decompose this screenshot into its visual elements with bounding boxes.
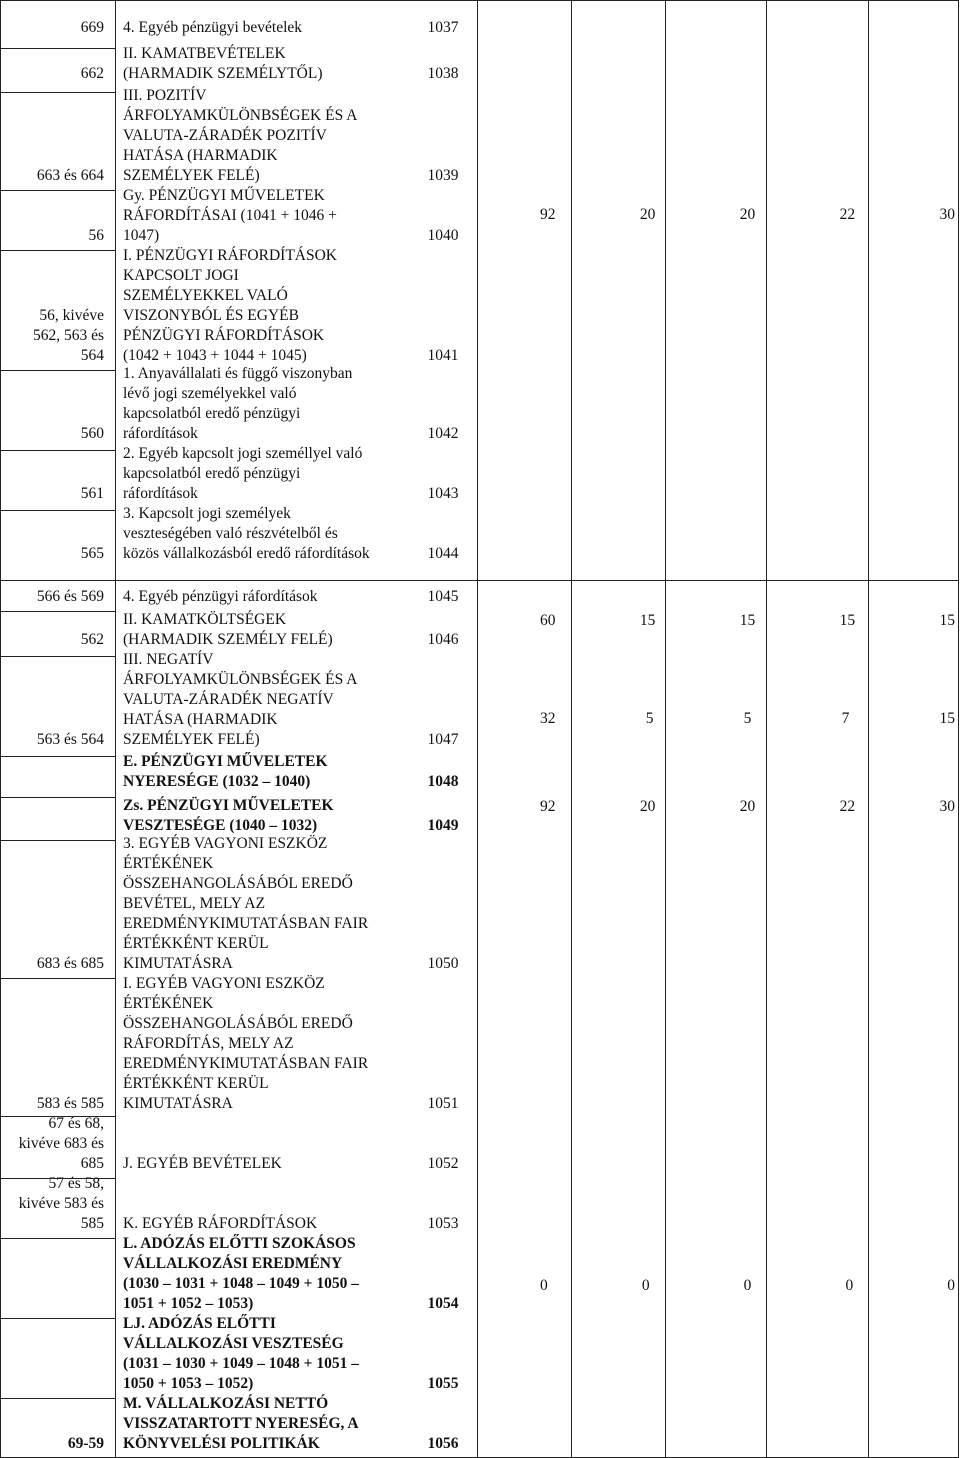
row-number: 1052 xyxy=(427,1155,459,1172)
row-description: II. KAMATKÖLTSÉGEK (HARMADIK SZEMÉLY FELÉ) xyxy=(123,611,333,648)
value-cell: 20 xyxy=(639,798,656,815)
value-row xyxy=(540,709,955,729)
row-separator xyxy=(0,580,958,581)
value-cell: 92 xyxy=(540,798,556,815)
value-cell: 60 xyxy=(540,612,556,629)
value-cell: 0 xyxy=(540,1277,548,1294)
row-separator xyxy=(0,1398,115,1399)
row-number: 1038 xyxy=(427,65,459,82)
row-description: Zs. PÉNZÜGYI MŰVELETEK VESZTESÉGE (1040 – 1032) xyxy=(123,797,334,834)
row-number: 1044 xyxy=(427,545,459,562)
row-code: 57 és 58, kivéve 583 és 585 xyxy=(18,1175,104,1232)
value-cell: 15 xyxy=(939,710,955,727)
row-code: 563 és 564 xyxy=(36,731,104,748)
row-separator xyxy=(0,48,115,49)
row-number: 1053 xyxy=(427,1215,459,1232)
row-number: 1047 xyxy=(427,731,459,748)
row-code: 56, kivéve 562, 563 és 564 xyxy=(32,307,104,364)
row-description: 3. Kapcsolt jogi személyek veszteségében való részvételből és közös vállalkozásból eredő ráfordítások xyxy=(123,505,370,562)
row-number: 1037 xyxy=(427,19,459,36)
value-cell: 0 xyxy=(641,1277,650,1294)
value-cell: 15 xyxy=(939,612,955,629)
row-separator xyxy=(0,1116,115,1117)
column-rule xyxy=(477,0,478,1458)
column-rule xyxy=(115,0,116,1458)
row-description: LJ. ADÓZÁS ELŐTTI VÁLLALKOZÁSI VESZTESÉG (1031 – 1030 + 1049 – 1048 + 1051 – 1050 + 1053 – 1052) xyxy=(123,1315,359,1392)
value-cell: 7 xyxy=(841,710,850,727)
row-number: 1040 xyxy=(427,227,459,244)
row-description: K. EGYÉB RÁFORDÍTÁSOK xyxy=(123,1215,318,1232)
value-cell: 15 xyxy=(739,612,756,629)
row-separator xyxy=(0,1238,115,1239)
row-code: 56 xyxy=(88,227,104,244)
row-number: 1045 xyxy=(427,588,459,605)
value-row xyxy=(540,797,955,817)
row-description: 2. Egyéb kapcsolt jogi személlyel való kapcsolatból eredő pénzügyi ráfordítások xyxy=(123,445,363,502)
row-code: 669 xyxy=(80,19,104,36)
row-separator xyxy=(0,656,115,657)
row-separator xyxy=(0,1178,115,1179)
row-separator xyxy=(0,450,115,451)
row-description: II. KAMATBEVÉTELEK (HARMADIK SZEMÉLYTŐL) xyxy=(123,45,323,82)
row-description: 3. EGYÉB VAGYONI ESZKÖZ ÉRTÉKÉNEK ÖSSZEHANGOLÁSÁBÓL EREDŐ BEVÉTEL, MELY AZ EREDMÉNYKIMUTATÁSBAN FAIR ÉRTÉKKÉNT KERÜL KIMUTATÁSRA xyxy=(123,835,369,972)
row-separator xyxy=(0,978,115,979)
row-description: J. EGYÉB BEVÉTELEK xyxy=(123,1155,282,1172)
row-code: 663 és 664 xyxy=(36,167,104,184)
row-description: I. EGYÉB VAGYONI ESZKÖZ ÉRTÉKÉNEK ÖSSZEHANGOLÁSÁBÓL EREDŐ RÁFORDÍTÁS, MELY AZ EREDMÉNYKIMUTATÁSBAN FAIR ÉRTÉKKÉNT KERÜL KIMUTATÁSRA xyxy=(123,975,369,1112)
row-code: 561 xyxy=(80,485,104,502)
value-cell: 92 xyxy=(540,206,556,223)
column-rule xyxy=(958,0,959,1458)
row-description: M. VÁLLALKOZÁSI NETTÓ VISSZATARTOTT NYERESÉG, A KÖNYVELÉSI POLITIKÁK xyxy=(123,1395,359,1452)
row-separator xyxy=(0,92,115,93)
row-separator xyxy=(0,1318,115,1319)
value-cell: 30 xyxy=(939,798,955,815)
row-separator xyxy=(0,250,115,251)
row-separator xyxy=(0,370,115,371)
row-code: 565 xyxy=(80,545,104,562)
row-separator xyxy=(0,611,115,612)
row-number: 1042 xyxy=(427,425,459,442)
row-code: 566 és 569 xyxy=(36,588,104,605)
row-description: 4. Egyéb pénzügyi ráfordítások xyxy=(123,588,318,605)
row-description: III. POZITÍV ÁRFOLYAMKÜLÖNBSÉGEK ÉS A VALUTA-ZÁRADÉK POZITÍV HATÁSA (HARMADIK SZEMÉLYEK FELÉ) xyxy=(123,87,358,184)
row-code: 562 xyxy=(80,631,104,648)
row-number: 1056 xyxy=(427,1435,459,1452)
row-number: 1039 xyxy=(427,167,459,184)
row-number: 1051 xyxy=(427,1095,459,1112)
value-cell: 22 xyxy=(839,206,856,223)
value-cell: 22 xyxy=(839,798,856,815)
value-cell: 30 xyxy=(939,206,955,223)
row-description: 4. Egyéb pénzügyi bevételek xyxy=(123,19,303,36)
row-separator xyxy=(0,797,115,798)
row-number: 1054 xyxy=(427,1295,459,1312)
value-row xyxy=(540,1276,955,1296)
row-description: III. NEGATÍV ÁRFOLYAMKÜLÖNBSÉGEK ÉS A VALUTA-ZÁRADÉK NEGATÍV HATÁSA (HARMADIK SZEMÉLYEK FELÉ) xyxy=(123,651,358,748)
row-code: 69-59 xyxy=(67,1435,104,1452)
value-cell: 32 xyxy=(540,710,556,727)
column-rule xyxy=(0,0,1,1458)
value-row xyxy=(540,205,955,225)
row-code: 662 xyxy=(80,65,104,82)
row-code: 683 és 685 xyxy=(36,955,104,972)
row-code: 560 xyxy=(80,425,104,442)
value-cell: 5 xyxy=(645,710,654,727)
row-number: 1046 xyxy=(427,631,459,648)
value-cell: 5 xyxy=(743,710,752,727)
row-description: E. PÉNZÜGYI MŰVELETEK NYERESÉGE (1032 – 1040) xyxy=(123,753,328,790)
row-separator xyxy=(0,756,115,757)
row-separator xyxy=(0,510,115,511)
row-description: L. ADÓZÁS ELŐTTI SZOKÁSOS VÁLLALKOZÁSI EREDMÉNY (1030 – 1031 + 1048 – 1049 + 1050 – 1051 + 1052 – 1053) xyxy=(123,1235,359,1312)
row-code: 67 és 68, kivéve 683 és 685 xyxy=(18,1115,104,1172)
row-number: 1041 xyxy=(427,347,459,364)
row-number: 1043 xyxy=(427,485,459,502)
value-cell: 0 xyxy=(743,1277,752,1294)
row-separator xyxy=(0,190,115,191)
row-separator xyxy=(0,840,115,841)
row-number: 1048 xyxy=(427,773,459,790)
row-code: 583 és 585 xyxy=(36,1095,104,1112)
value-cell: 20 xyxy=(639,206,656,223)
value-cell: 20 xyxy=(739,798,756,815)
row-number: 1055 xyxy=(427,1375,459,1392)
row-number: 1049 xyxy=(427,817,459,834)
row-separator xyxy=(0,0,958,1)
row-description: Gy. PÉNZÜGYI MŰVELETEK RÁFORDÍTÁSAI (1041 + 1046 + 1047) xyxy=(123,187,337,244)
row-description: 1. Anyavállalati és függő viszonyban lévő jogi személyekkel való kapcsolatból eredő pénzügyi ráfordítások xyxy=(123,365,353,442)
value-cell: 0 xyxy=(947,1277,955,1294)
value-cell: 0 xyxy=(845,1277,854,1294)
row-number: 1050 xyxy=(427,955,459,972)
value-cell: 20 xyxy=(739,206,756,223)
row-description: I. PÉNZÜGYI RÁFORDÍTÁSOK KAPCSOLT JOGI SZEMÉLYEKKEL VALÓ VISZONYBÓL ÉS EGYÉB PÉNZÜGYI RÁFORDÍTÁSOK (1042 + 1043 + 1044 + 1045) xyxy=(123,247,337,364)
value-cell: 15 xyxy=(839,612,856,629)
value-cell: 15 xyxy=(639,612,656,629)
value-row xyxy=(540,611,955,631)
